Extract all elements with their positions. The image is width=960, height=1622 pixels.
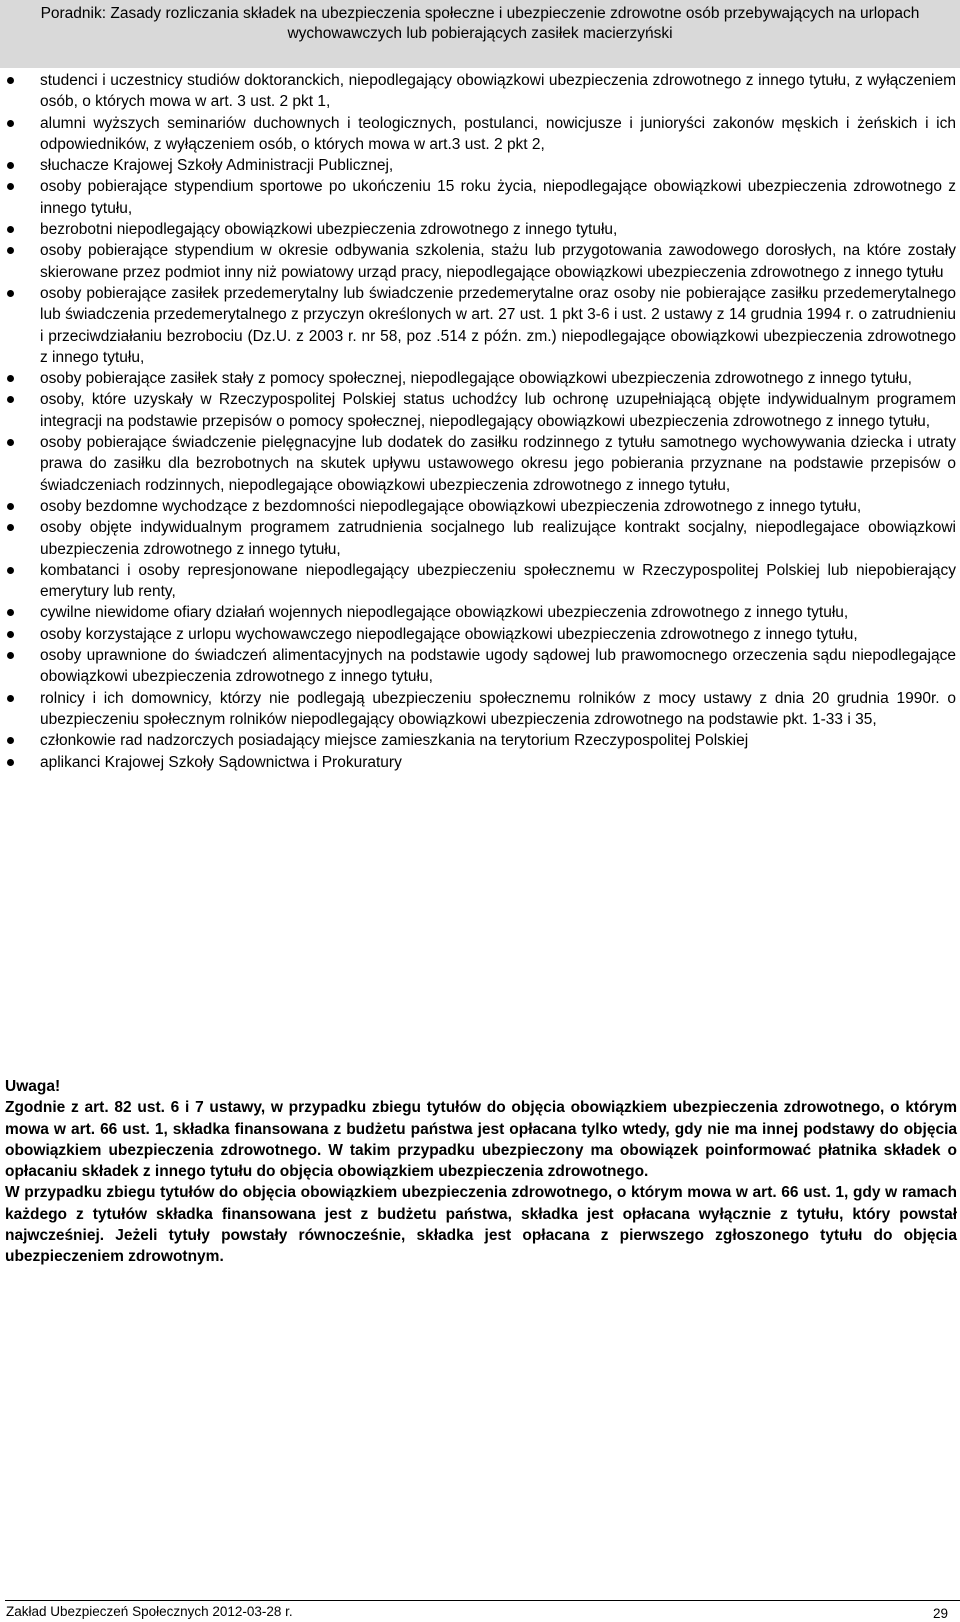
footer-divider: [5, 1600, 960, 1601]
list-item: [0, 645, 960, 688]
bullet-icon: [7, 247, 14, 254]
list-item: [0, 624, 960, 645]
list-item-text: osoby bezdomne wychodzące z bezdomności niepodlegające obowiązkowi ubezpieczenia zdrowotnego z innego tytułu,: [40, 497, 862, 515]
bullet-icon: [7, 737, 14, 744]
list-item-text: osoby, które uzyskały w Rzeczypospolitej Polskiej status uchodźcy lub ochronę uzupełniającą objęte indywidualnym programem integracji na podstawie przepisów o pomocy społecznej, niepodlegający obowiązkowi ubezpieczenia zdrowotnego z innego tytułu,: [40, 391, 956, 430]
list-item-text: osoby objęte indywidualnym programem zatrudnienia socjalnego lub realizujące kontrakt socjalny, niepodlegajace obowiązkowi ubezpieczenia zdrowotnego z innego tytułu,: [40, 519, 956, 558]
list-item-text: cywilne niewidome ofiary działań wojennych niepodlegające obowiązkowi ubezpieczenia zdrowotnego z innego tytułu,: [40, 604, 849, 622]
list-item-text: rolnicy i ich domownicy, którzy nie podlegają ubezpieczeniu społecznemu rolników z mocy ustawy z dnia 20 grudnia 1990r. o ubezpieczeniu społecznym rolników niepodlegający obowiązkowi ubezpieczenia zdrowotnego na podstawie pkt. 1-33 i 35,: [40, 689, 956, 728]
bullet-icon: [7, 503, 14, 510]
list-item-text: członkowie rad nadzorczych posiadający miejsce zamieszkania na terytorium Rzeczypospolitej Polskiej: [40, 732, 749, 750]
list-item: [0, 219, 960, 240]
footer-text: Zakład Ubezpieczeń Społecznych 2012-03-28 r.: [6, 1604, 293, 1619]
list-item: [0, 752, 960, 773]
bullet-icon: [7, 183, 14, 190]
bullet-icon: [7, 609, 14, 616]
bullet-icon: [7, 631, 14, 638]
bullet-icon: [7, 695, 14, 702]
bullet-icon: [7, 439, 14, 446]
bullet-icon: [7, 77, 14, 84]
bullet-icon: [7, 162, 14, 169]
bullet-icon: [7, 226, 14, 233]
bullet-icon: [7, 120, 14, 127]
list-item: [0, 70, 960, 113]
list-item: [0, 155, 960, 176]
list-item-text: osoby pobierające zasiłek stały z pomocy społecznej, niepodlegające obowiązkowi ubezpieczenia zdrowotnego z innego tytułu,: [40, 370, 912, 388]
list-item-text: aplikanci Krajowej Szkoły Sądownictwa i Prokuratury: [40, 753, 402, 771]
list-item-text: słuchacze Krajowej Szkoły Administracji Publicznej,: [40, 157, 394, 175]
bullet-icon: [7, 652, 14, 659]
list-item: [0, 283, 960, 368]
list-item-text: osoby korzystające z urlopu wychowawczego niepodlegające obowiązkowi ubezpieczenia zdrowotnego z innego tytułu,: [40, 625, 858, 643]
list-item: [0, 240, 960, 283]
list-item: [0, 517, 960, 560]
list-item-text: studenci i uczestnicy studiów doktoranckich, niepodlegający obowiązkowi ubezpieczenia zdrowotnego z innego tytułu, z wyłączeniem osób, o których mowa w art. 3 ust. 2 pkt 1,: [40, 72, 956, 111]
list-item: [0, 688, 960, 731]
list-item-text: kombatanci i osoby represjonowane niepodlegający ubezpieczeniu społecznemu w Rzeczypospolitej Polskiej lub niepobierający emerytury lub renty,: [40, 561, 956, 601]
warning-note: [5, 1076, 957, 1268]
list-item-text: osoby pobierające stypendium sportowe po ukończeniu 15 roku życia, niepodlegające obowiązkowi ubezpieczenia zdrowotnego z innego tytułu,: [40, 178, 956, 217]
list-item: [0, 176, 960, 219]
list-item: [0, 368, 960, 389]
list-item: [0, 730, 960, 751]
list-item-text: osoby uprawnione do świadczeń alimentacyjnych na podstawie ugody sądowej lub prawomocnego orzeczenia sądu niepodlegające obowiązkowi ubezpieczenia zdrowotnego z innego tytułu,: [40, 647, 956, 686]
eligibility-list: [0, 70, 960, 773]
note-paragraph-2: W przypadku zbiegu tytułów do objęcia obowiązkiem ubezpieczenia zdrowotnego, o którym mowa w art. 66 ust. 1, gdy w ramach każdego z tytułów składka finansowana jest z budżetu państwa, składka jest opłacana wyłącznie z tytułu, który powstał najwcześniej. Jeżeli tytuły powstały równocześnie, składka jest opłacana z pierwszego zgłoszonego tytułu do objęcia ubezpieczeniem zdrowotnym.: [5, 1184, 957, 1266]
list-item-text: osoby pobierające zasiłek przedemerytalny lub świadczenie przedemerytalne oraz osoby nie pobierające zasiłku przedemerytalnego lub świadczenia przedemerytalnego z przyczyn określonych w art. 27 ust. 1 pkt 3-6 i ust. 2 ustawy z 14 grudnia 1994 r. o zatrudnieniu i przeciwdziałaniu bezrobociu (Dz.U. z 2003 r. nr 58, poz .514 z późn. zm.) niepodlegające obowiązkowi ubezpieczenia zdrowotnego z innego tytułu,: [40, 284, 956, 366]
list-item: [0, 389, 960, 432]
list-item-text: osoby pobierające świadczenie pielęgnacyjne lub dodatek do zasiłku rodzinnego z tytułu samotnego wychowywania dziecka i utraty prawa do zasiłku dla bezrobotnych na skutek upływu ustawowego okresu jego pobierania przyznane na podstawie przepisów o świadczeniach rodzinnych, niepodlegające obowiązkowi ubezpieczenia zdrowotnego z innego tytułu,: [40, 434, 956, 494]
list-item: [0, 560, 960, 603]
bullet-icon: [7, 290, 14, 297]
list-item-text: osoby pobierające stypendium w okresie odbywania szkolenia, stażu lub przygotowania zawodowego dorosłych, na które zostały skierowane przez podmiot inny niż powiatowy urząd pracy, niepodlegające obowiązkowi ubezpieczenia zdrowotnego z innego tytułu: [40, 242, 956, 281]
header-title: Poradnik: Zasady rozliczania składek na ubezpieczenia społeczne i ubezpieczenie zdrowotne osób przebywających na urlopach wychowawczych lub pobierających zasiłek macierzyński: [40, 5, 920, 42]
list-item-text: bezrobotni niepodlegający obowiązkowi ubezpieczenia zdrowotnego z innego tytułu,: [40, 221, 618, 239]
list-item: [0, 602, 960, 623]
bullet-icon: [7, 567, 14, 574]
bullet-icon: [7, 759, 14, 766]
bullet-icon: [7, 524, 14, 531]
bullet-icon: [7, 396, 14, 403]
list-item: [0, 432, 960, 496]
note-paragraph-1: Zgodnie z art. 82 ust. 6 i 7 ustawy, w przypadku zbiegu tytułów do objęcia obowiązkiem ubezpieczenia zdrowotnego, o którym mowa w art. 66 ust. 1, składka finansowana z budżetu państwa jest opłacana tylko wtedy, gdy nie ma innej podstawy do objęcia obowiązkiem ubezpieczenia zdrowotnego. W takim przypadku ubezpieczony ma obowiązek poinformować płatnika składek o opłacaniu składek z innego tytułu do objęcia obowiązkiem ubezpieczenia zdrowotnego.: [5, 1099, 957, 1181]
note-heading: Uwaga!: [5, 1078, 61, 1095]
list-item-text: alumni wyższych seminariów duchownych i teologicznych, postulanci, nowicjusze i junioryści zakonów męskich i żeńskich i ich odpowiedników, z wyłączeniem osób, o których mowa w art.3 ust. 2 pkt 2,: [40, 114, 956, 153]
page-header: [0, 0, 960, 68]
page-number: 29: [932, 1606, 948, 1621]
bullet-icon: [7, 375, 14, 382]
list-item: [0, 496, 960, 517]
list-item: [0, 113, 960, 156]
